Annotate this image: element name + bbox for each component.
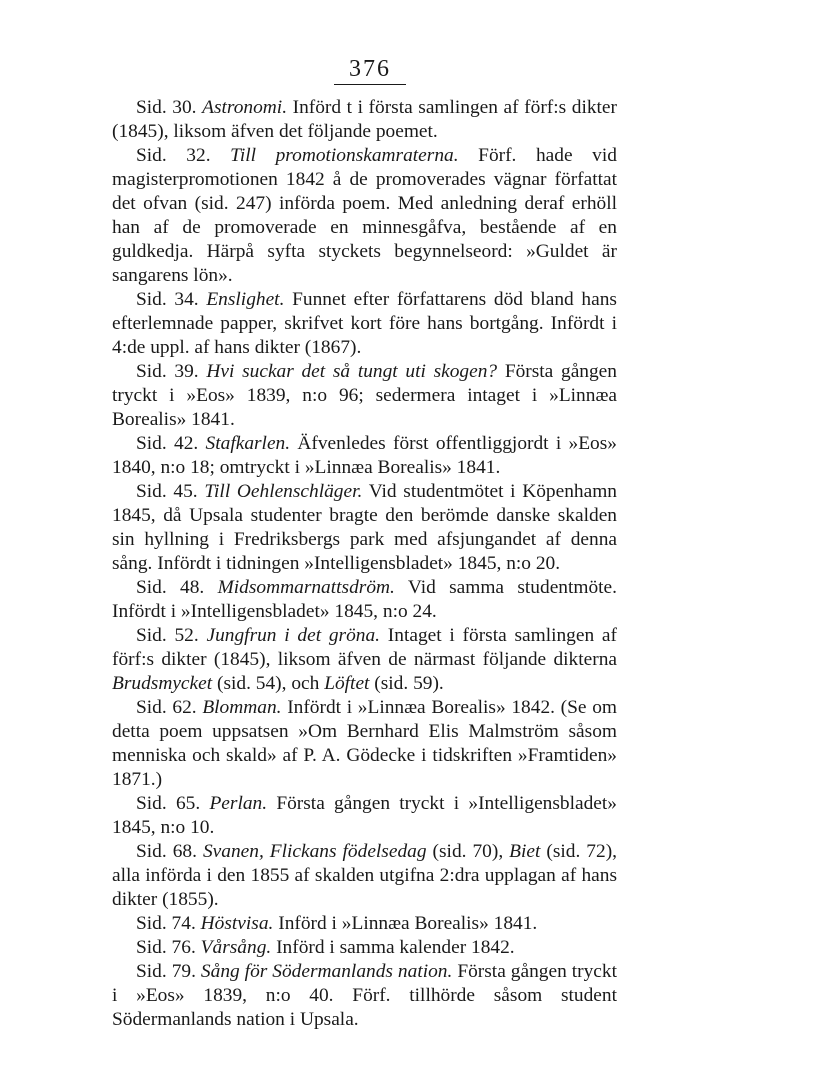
notes-text-block <box>112 96 617 1032</box>
note-text: (sid. 59). <box>369 673 444 694</box>
note-text: (sid. 54), och <box>212 673 325 694</box>
poem-title: Perlan. <box>209 793 268 814</box>
note-text: Infördt i »Linnæa Borealis» 1842. (Se om detta poem uppsatsen »Om Bernhard Elis Malmström såsom menniska och skald» af P. A. Gödecke i tidskriften »Framtiden» 1871.) <box>112 697 617 790</box>
note-text: Första gången tryckt i »Eos» 1839, n:o 96; sedermera intaget i »Linnæa Borealis» 1841. <box>112 361 617 430</box>
note-page-ref: Sid. 74. <box>136 913 196 934</box>
note-text: Äfvenledes först offentliggjordt i »Eos» 1840, n:o 18; omtryckt i »Linnæa Borealis» 1841. <box>112 433 617 478</box>
note-text: Vid studentmötet i Köpenhamn 1845, då Upsala studenter bragte den berömde danske skalden sin hyllning i Fredriksbergs park med afsjungandet af denna sång. Infördt i tidningen »Intelligensbladet» 1845, n:o 20. <box>112 481 617 574</box>
note-paragraph <box>112 432 617 480</box>
note-page-ref: Sid. 45. <box>136 481 198 502</box>
note-paragraph <box>112 288 617 360</box>
note-paragraph <box>112 144 617 288</box>
poem-title: Brudsmycket <box>112 673 213 694</box>
poem-title: Höstvisa. <box>200 913 274 934</box>
poem-title: Blomman. <box>202 697 282 718</box>
note-paragraph <box>112 696 617 792</box>
note-text: Införd i samma kalender 1842. <box>271 937 515 958</box>
page-number-rule <box>334 84 406 85</box>
note-page-ref: Sid. 39. <box>136 361 199 382</box>
note-page-ref: Sid. 65. <box>136 793 201 814</box>
note-paragraph <box>112 576 617 624</box>
poem-title: Löftet <box>324 673 370 694</box>
note-page-ref: Sid. 79. <box>136 961 196 982</box>
note-text: Vid samma studentmöte. Infördt i »Intelligensbladet» 1845, n:o 24. <box>112 577 617 622</box>
note-paragraph <box>112 480 617 576</box>
note-paragraph <box>112 936 617 960</box>
poem-title: Svanen, Flickans födelsedag <box>202 841 427 862</box>
poem-title: Till Oehlenschläger. <box>204 481 363 502</box>
note-text: Införd i »Linnæa Borealis» 1841. <box>273 913 538 934</box>
note-paragraph <box>112 792 617 840</box>
page-number: 376 <box>349 56 391 82</box>
note-page-ref: Sid. 42. <box>136 433 199 454</box>
note-text: Första gången tryckt i »Eos» 1839, n:o 40. Förf. tillhörde såsom student Södermanlands nation i Upsala. <box>112 961 617 1030</box>
poem-title: Midsommarnattsdröm. <box>217 577 395 598</box>
note-text: Förf. hade vid magisterpromotionen 1842 å de promoverades vägnar författat det ofvan (sid. 247) införda poem. Med anledning deraf erhöll han af de promoverade en minnesgåfva, bestående af en guldkedja. Härpå syfta styckets begynnelseord: »Guldet är sangarens lön». <box>112 145 617 286</box>
note-page-ref: Sid. 68. <box>136 841 197 862</box>
note-text: (sid. 72), alla införda i den 1855 af skalden utgifna 2:dra upplagan af hans dikter (1855). <box>112 841 617 910</box>
note-page-ref: Sid. 48. <box>136 577 205 598</box>
note-page-ref: Sid. 76. <box>136 937 196 958</box>
poem-title: Astronomi. <box>202 97 288 118</box>
note-text: Första gången tryckt i »Intelligensbladet» 1845, n:o 10. <box>112 793 617 838</box>
poem-title: Till promotionskamraterna. <box>230 145 459 166</box>
poem-title: Vårsång. <box>200 937 272 958</box>
note-paragraph <box>112 96 617 144</box>
note-text: (sid. 70), <box>426 841 510 862</box>
poem-title: Stafkarlen. <box>205 433 291 454</box>
note-page-ref: Sid. 30. <box>136 97 197 118</box>
note-paragraph <box>112 360 617 432</box>
poem-title: Hvi suckar det så tungt uti skogen? <box>206 361 498 382</box>
poem-title: Sång för Södermanlands nation. <box>200 961 453 982</box>
poem-title: Biet <box>509 841 541 862</box>
note-page-ref: Sid. 62. <box>136 697 197 718</box>
note-page-ref: Sid. 52. <box>136 625 199 646</box>
note-text: Införd t i första samlingen af förf:s dikter (1845), liksom äfven det följande poemet. <box>112 97 617 142</box>
note-paragraph <box>112 960 617 1032</box>
poem-title: Enslighet. <box>206 289 285 310</box>
poem-title: Jungfrun i det gröna. <box>206 625 381 646</box>
note-page-ref: Sid. 32. <box>136 145 211 166</box>
note-text: Funnet efter författarens död bland hans efterlemnade papper, skrifvet kort före hans bortgång. Infördt i 4:de uppl. af hans dikter (1867). <box>112 289 617 358</box>
note-paragraph <box>112 840 617 912</box>
note-paragraph <box>112 912 617 936</box>
note-text: Intaget i första samlingen af förf:s dikter (1845), liksom äfven de närmast följande dikterna <box>112 625 617 670</box>
note-paragraph <box>112 624 617 696</box>
note-page-ref: Sid. 34. <box>136 289 199 310</box>
